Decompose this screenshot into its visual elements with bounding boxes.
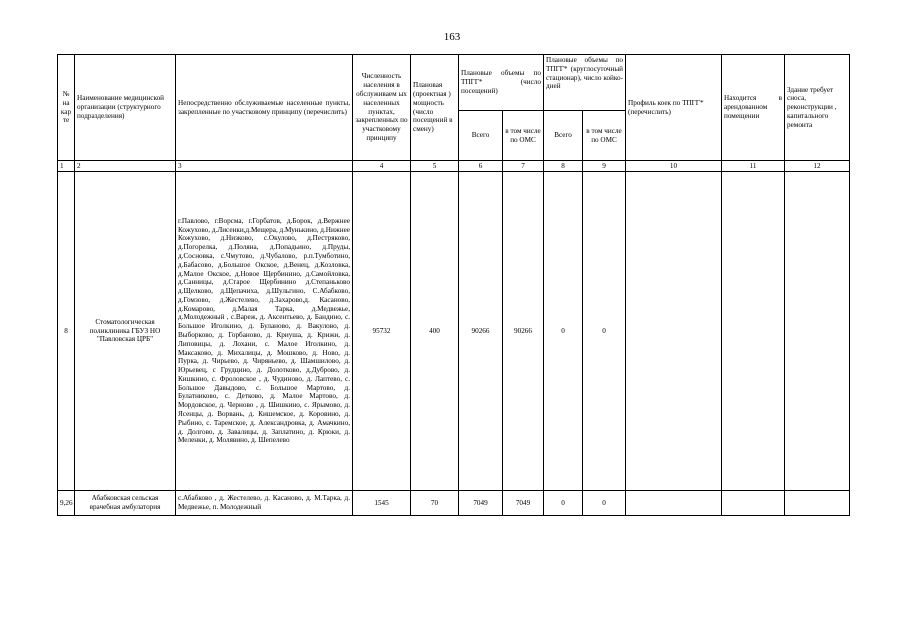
cell-capacity: 400 [411, 172, 459, 491]
cell-demolition [785, 491, 850, 516]
cell-rented [722, 491, 785, 516]
cell-bed-profile [626, 172, 722, 491]
registry-table [57, 54, 850, 516]
header-bed-profile: Профиль коек по ТПГГ* (перечислить) [626, 55, 722, 161]
col-number: 12 [785, 161, 850, 172]
cell-beds-oms: 0 [583, 172, 626, 491]
header-demolition: Здание требует сноса, реконструкции , капитального ремонта [785, 55, 850, 161]
header-org: Наименование медицинской организации (структурного подразделения) [75, 55, 176, 161]
table-row [58, 172, 850, 491]
col-number: 3 [176, 161, 353, 172]
header-capacity: Плановая (проектная ) мощность (число посещений в смену) [411, 55, 459, 161]
cell-no: 9,26 [58, 491, 75, 516]
col-number: 7 [503, 161, 544, 172]
header-beds-total: Всего [544, 111, 583, 161]
cell-org: Абабковская сельская врачебная амбулатория [75, 491, 176, 516]
header-beds-oms: в том числе по ОМС [583, 111, 626, 161]
col-number: 2 [75, 161, 176, 172]
cell-visits-oms: 90266 [503, 172, 544, 491]
col-number: 4 [353, 161, 411, 172]
header-population: Численность населения в обслуживаем ых населенных пунктах, закрепленных по участковому принципу [353, 55, 411, 161]
header-visits-oms: в том числе по ОМС [503, 111, 544, 161]
cell-settlements: с.Абабково , д. Жестелево, д. Касаново, д. М.Тарка, д. Медвежье, п. Молодежный [176, 491, 353, 516]
table-row [58, 491, 850, 516]
cell-org: Стоматологическая поликлиника ГБУЗ НО "Павловская ЦРБ" [75, 172, 176, 491]
header-rented: Находится в арендованном помещении [722, 55, 785, 161]
col-number: 8 [544, 161, 583, 172]
cell-settlements: г.Павлово, г.Ворсма, г.Горбатов, д.Борок, д.Вержнее Кожухово, д.Лисенки,д.Мещера, д.Мунькино, д.Нижнее Кожухово, д.Низково, с.Окулово, д.Пестряково, д.Погорелка, д.Поляна, д.Попадьино, д.Пруды, д.Сосновка, с.Чмутово, д.Чубалово, р.п.Тумботино, д.Бабасово, д.Большое Окское, д.Венец, д.Козловка, д.Малое Окское, д.Новое Щербинино, д.Самойловка, д.Санницы, д.Старое Щербинино д.Степаньково д.Щелково, д.Щепачиха, д.Шульгино, С.Абабково, д.Гомзово, д.Жестелево, д.Захарово,д. Касаново, д.Комарово, д.Малая Тарка, д.Медвежье, д.Молодежный , с.Вареж, д. Аксентьево, д. Бандино, с. Большое Иголкино, д. Буланово, д. Вакулово, д. Выборково, д. Горбаново, д. Криуша, д. Крижи, д. Липовицы, д. Лохани, с. Малое Иголкино, д. Максаково, д. Михалицы, д. Мошково, д. Ново, д. Пурка, д. Чирьево, д. Чиряньево, д. Шамшилово, д. Юрьевец, с Грудцино, д. Долотково, д.Дуброво, д. Кишкино, с. Фроловское , д. Чудиново, д. Лаптево, с. Большое Давыдово, с. Большое Мартово, д. Булатниково, с. Детково, д. Малое Мартово, д. Мордовское, д. Черново , д. Шишкино, с. Ярымово, д. Ясенцы, д. Ворвань, д. Кишемское, д. Коровино, д. Рыбино, с. Таремское, д. Александровка, д. Амачкино, д. Долгово, д. Завалицы, д. Заплатино, д. Крюки, д. Меленки, д. Молявино, д. Шепелево [176, 172, 353, 491]
col-number: 6 [459, 161, 503, 172]
page-number: 163 [443, 31, 461, 43]
cell-population: 1545 [353, 491, 411, 516]
header-bed-plan: Плановые объемы по ТПГГ* (круглосуточный стационар), число койко-дней [544, 55, 626, 111]
header-visits-plan: Плановые объемы по ТПГГ* (число посещений) [459, 55, 544, 111]
header-row-1 [58, 55, 850, 111]
header-no: № на кар те [58, 55, 75, 161]
column-number-row [58, 161, 850, 172]
header-visits-total: Всего [459, 111, 503, 161]
header-settlements: Непосредственно обслуживаемые населенные пункты, закрепленные по участковому принципу (перечислить) [176, 55, 353, 161]
cell-rented [722, 172, 785, 491]
cell-beds-total: 0 [544, 172, 583, 491]
cell-capacity: 70 [411, 491, 459, 516]
col-number: 11 [722, 161, 785, 172]
col-number: 10 [626, 161, 722, 172]
cell-visits-oms: 7049 [503, 491, 544, 516]
cell-beds-oms: 0 [583, 491, 626, 516]
cell-beds-total: 0 [544, 491, 583, 516]
cell-demolition [785, 172, 850, 491]
col-number: 1 [58, 161, 75, 172]
cell-no: 8 [58, 172, 75, 491]
cell-population: 95732 [353, 172, 411, 491]
col-number: 5 [411, 161, 459, 172]
cell-bed-profile [626, 491, 722, 516]
cell-visits-total: 7049 [459, 491, 503, 516]
cell-visits-total: 90266 [459, 172, 503, 491]
col-number: 9 [583, 161, 626, 172]
